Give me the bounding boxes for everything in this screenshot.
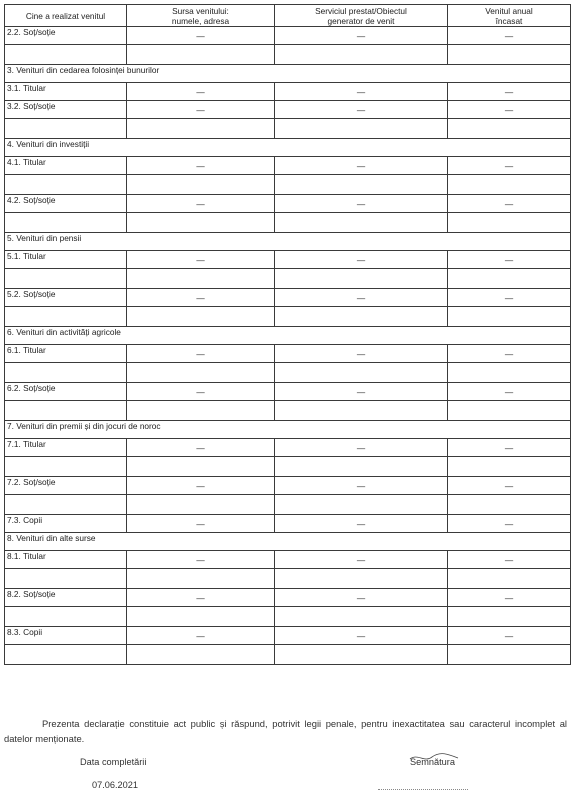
dash-cell: —	[275, 515, 448, 533]
row-label: 7.3. Copii	[5, 515, 127, 533]
row-label: 4.2. Soț/soție	[5, 195, 127, 213]
empty-cell	[127, 45, 275, 65]
dash-cell: —	[275, 157, 448, 175]
empty-cell	[127, 645, 275, 665]
dash-cell: —	[448, 477, 571, 495]
section-row	[5, 139, 571, 157]
empty-cell	[127, 363, 275, 383]
section-row	[5, 421, 571, 439]
blank-row	[5, 213, 571, 233]
empty-cell	[5, 569, 127, 589]
blank-row	[5, 363, 571, 383]
row-label: 6.1. Titular	[5, 345, 127, 363]
income-table	[4, 4, 571, 665]
row-label: 8.2. Soț/soție	[5, 589, 127, 607]
empty-cell	[127, 569, 275, 589]
empty-cell	[275, 401, 448, 421]
empty-cell	[127, 213, 275, 233]
row-label: 3.1. Titular	[5, 83, 127, 101]
table-row	[5, 515, 571, 533]
dash-cell: —	[448, 289, 571, 307]
header-service: Serviciul prestat/Obiectul generator de venit	[275, 5, 448, 27]
dash-cell: —	[127, 289, 275, 307]
empty-cell	[448, 363, 571, 383]
empty-cell	[448, 457, 571, 477]
empty-cell	[275, 495, 448, 515]
empty-cell	[127, 119, 275, 139]
table-row	[5, 383, 571, 401]
blank-row	[5, 401, 571, 421]
row-label: 8.1. Titular	[5, 551, 127, 569]
dash-cell: —	[275, 627, 448, 645]
section-title: 3. Venituri din cedarea folosinței bunurilor	[5, 65, 571, 83]
dash-cell: —	[448, 627, 571, 645]
table-row	[5, 551, 571, 569]
empty-cell	[275, 119, 448, 139]
blank-row	[5, 175, 571, 195]
dash-cell: —	[448, 83, 571, 101]
row-label: 5.2. Soț/soție	[5, 289, 127, 307]
row-label: 2.2. Soț/soție	[5, 27, 127, 45]
empty-cell	[5, 645, 127, 665]
empty-cell	[275, 607, 448, 627]
table-body	[5, 27, 571, 665]
row-label: 7.1. Titular	[5, 439, 127, 457]
table-row	[5, 27, 571, 45]
dash-cell: —	[275, 83, 448, 101]
date-label: Data completării	[80, 757, 147, 767]
empty-cell	[127, 495, 275, 515]
dash-cell: —	[448, 157, 571, 175]
empty-cell	[5, 607, 127, 627]
empty-cell	[5, 363, 127, 383]
dash-cell: —	[275, 383, 448, 401]
blank-row	[5, 45, 571, 65]
blank-row	[5, 607, 571, 627]
dash-cell: —	[127, 551, 275, 569]
empty-cell	[448, 307, 571, 327]
empty-cell	[127, 401, 275, 421]
empty-cell	[127, 269, 275, 289]
header-who: Cine a realizat venitul	[5, 5, 127, 27]
empty-cell	[5, 45, 127, 65]
section-row	[5, 533, 571, 551]
dash-cell: —	[275, 589, 448, 607]
row-label: 8.3. Copii	[5, 627, 127, 645]
empty-cell	[448, 607, 571, 627]
dash-cell: —	[127, 195, 275, 213]
empty-cell	[448, 119, 571, 139]
dash-cell: —	[275, 251, 448, 269]
empty-cell	[5, 495, 127, 515]
row-label: 4.1. Titular	[5, 157, 127, 175]
dash-cell: —	[127, 627, 275, 645]
table-header-row	[5, 5, 571, 27]
dash-cell: —	[127, 515, 275, 533]
table-row	[5, 83, 571, 101]
dash-cell: —	[275, 439, 448, 457]
empty-cell	[5, 269, 127, 289]
dash-cell: —	[275, 289, 448, 307]
dash-cell: —	[448, 345, 571, 363]
header-income: Venitul anual încasat	[448, 5, 571, 27]
empty-cell	[448, 569, 571, 589]
empty-cell	[275, 307, 448, 327]
dash-cell: —	[448, 383, 571, 401]
table-row	[5, 345, 571, 363]
empty-cell	[275, 269, 448, 289]
blank-row	[5, 119, 571, 139]
empty-cell	[275, 45, 448, 65]
empty-cell	[275, 213, 448, 233]
empty-cell	[127, 607, 275, 627]
dash-cell: —	[448, 251, 571, 269]
empty-cell	[448, 645, 571, 665]
signature-scribble	[408, 752, 460, 764]
dash-cell: —	[448, 551, 571, 569]
empty-cell	[127, 175, 275, 195]
dash-cell: —	[448, 195, 571, 213]
table-row	[5, 101, 571, 119]
row-label: 3.2. Soț/soție	[5, 101, 127, 119]
empty-cell	[448, 401, 571, 421]
empty-cell	[5, 175, 127, 195]
dash-cell: —	[448, 589, 571, 607]
dash-cell: —	[127, 83, 275, 101]
dash-cell: —	[127, 101, 275, 119]
blank-row	[5, 645, 571, 665]
dash-cell: —	[448, 439, 571, 457]
table-row	[5, 439, 571, 457]
table-row	[5, 477, 571, 495]
row-label: 6.2. Soț/soție	[5, 383, 127, 401]
dash-cell: —	[127, 383, 275, 401]
dash-cell: —	[275, 195, 448, 213]
dash-cell: —	[448, 27, 571, 45]
row-label: 7.2. Soț/soție	[5, 477, 127, 495]
section-row	[5, 65, 571, 83]
empty-cell	[448, 495, 571, 515]
table-row	[5, 289, 571, 307]
empty-cell	[5, 119, 127, 139]
empty-cell	[275, 175, 448, 195]
blank-row	[5, 457, 571, 477]
dash-cell: —	[127, 27, 275, 45]
section-title: 5. Venituri din pensii	[5, 233, 571, 251]
dash-cell: —	[127, 589, 275, 607]
dash-cell: —	[275, 477, 448, 495]
section-title: 6. Venituri din activități agricole	[5, 327, 571, 345]
date-value: 07.06.2021	[92, 780, 138, 790]
section-title: 4. Venituri din investiții	[5, 139, 571, 157]
empty-cell	[275, 645, 448, 665]
dash-cell: —	[127, 251, 275, 269]
empty-cell	[127, 457, 275, 477]
dash-cell: —	[448, 101, 571, 119]
empty-cell	[448, 45, 571, 65]
dash-cell: —	[127, 477, 275, 495]
table-row	[5, 251, 571, 269]
table-row	[5, 627, 571, 645]
empty-cell	[275, 569, 448, 589]
blank-row	[5, 269, 571, 289]
blank-row	[5, 307, 571, 327]
dash-cell: —	[275, 101, 448, 119]
section-title: 7. Venituri din premii și din jocuri de noroc	[5, 421, 571, 439]
empty-cell	[448, 213, 571, 233]
signature-line	[378, 789, 468, 790]
section-title: 8. Venituri din alte surse	[5, 533, 571, 551]
empty-cell	[127, 307, 275, 327]
table-row	[5, 195, 571, 213]
section-row	[5, 327, 571, 345]
signature-label: Semnătura	[410, 757, 455, 767]
row-label: 5.1. Titular	[5, 251, 127, 269]
section-row	[5, 233, 571, 251]
header-source: Sursa venitului: numele, adresa	[127, 5, 275, 27]
empty-cell	[5, 457, 127, 477]
dash-cell: —	[275, 27, 448, 45]
blank-row	[5, 495, 571, 515]
table-row	[5, 157, 571, 175]
dash-cell: —	[448, 515, 571, 533]
table-row	[5, 589, 571, 607]
blank-row	[5, 569, 571, 589]
empty-cell	[5, 213, 127, 233]
empty-cell	[275, 457, 448, 477]
dash-cell: —	[127, 439, 275, 457]
declaration-statement: Prezenta declarație constituie act public și răspund, potrivit legii penale, pentru inexactitatea sau caracterul incomplet al datelor menționate.	[4, 718, 567, 744]
dash-cell: —	[127, 345, 275, 363]
dash-cell: —	[275, 345, 448, 363]
empty-cell	[448, 269, 571, 289]
empty-cell	[275, 363, 448, 383]
empty-cell	[5, 307, 127, 327]
dash-cell: —	[275, 551, 448, 569]
empty-cell	[5, 401, 127, 421]
empty-cell	[448, 175, 571, 195]
dash-cell: —	[127, 157, 275, 175]
